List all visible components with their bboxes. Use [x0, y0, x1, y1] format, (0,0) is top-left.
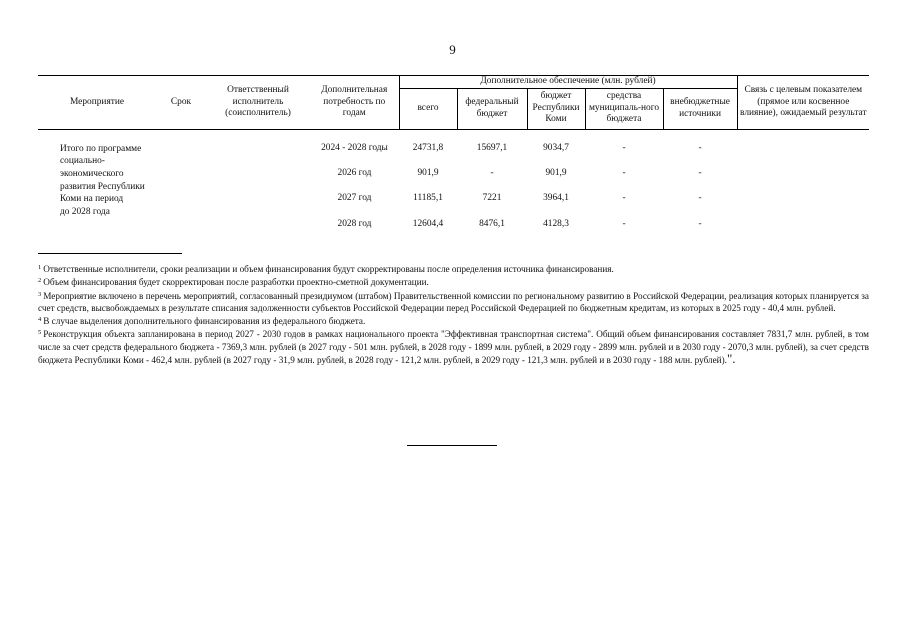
header-executor: Ответственный исполнитель (соисполнитель) — [206, 76, 310, 130]
offbudget-cell: - — [698, 167, 702, 178]
footnote-number: 3 — [38, 290, 42, 298]
footnote-text: Объем финансирования будет скорректирован после разработки проектно-сметной документации. — [43, 277, 429, 288]
offbudget-cell: - — [698, 193, 702, 203]
header-term: Срок — [156, 76, 206, 130]
municipal-cell: - — [622, 218, 626, 229]
footnote-number: 1 — [38, 264, 42, 271]
financing-table — [38, 75, 869, 244]
header-link: Связь с целевым показателем (прямое или косвенное влияние), ожидаемый результат — [737, 76, 869, 130]
end-separator — [407, 445, 497, 446]
header-total: всего — [399, 88, 457, 129]
period-cell: 2028 год — [337, 218, 372, 229]
municipal-cell: - — [622, 142, 626, 153]
executor-cell — [206, 129, 310, 244]
measure-line: Итого по программе — [60, 143, 142, 154]
republic-cell: 901,9 — [545, 167, 567, 178]
period-cell: 2024 - 2028 годы — [321, 142, 388, 153]
offbudget-cell: - — [698, 218, 702, 229]
footnotes — [38, 262, 869, 366]
header-additional-funding: Дополнительное обеспечение (млн. рублей) — [399, 76, 737, 89]
measure-line: Коми на период — [60, 194, 124, 205]
header-republic: бюджет Республики Коми — [527, 88, 585, 129]
closing-quote-mark: ". — [726, 351, 736, 367]
footnote — [38, 275, 869, 288]
offbudget-cell: - — [698, 142, 702, 153]
total-cell: 12604,4 — [412, 218, 444, 229]
footnote — [38, 314, 869, 327]
term-cell — [156, 129, 206, 244]
total-cell: 11185,1 — [413, 193, 443, 203]
page-number: 9 — [449, 42, 456, 57]
measure-line: до 2028 года — [60, 207, 110, 218]
header-need: Дополнительная потребность по годам — [310, 76, 399, 130]
footnote-text: Мероприятие включено в перечень мероприятий, согласованный президиумом (штабом) Правительственной комиссии по региональному развитию в Российской Федерации, реализация которых планируется за счет средств, высвобождаемых в результате списания задолженности субъектов Российской Федерации перед Российской Федерацией по бюджетным кредитам, из которых в 2025 году - 40,4 млн. рублей. — [38, 290, 869, 313]
footnote — [38, 289, 869, 315]
footnote-number: 4 — [38, 316, 42, 324]
measure-line: экономического — [60, 168, 124, 179]
table-row — [38, 129, 869, 168]
header-measure: Мероприятие — [38, 76, 156, 130]
period-cell: 2027 год — [337, 193, 372, 203]
measure-line: социально- — [60, 156, 105, 167]
total-cell: 24731,8 — [412, 142, 444, 153]
header-offbudget: внебюджетные источники — [663, 88, 737, 129]
republic-cell: 3964,1 — [543, 193, 569, 203]
federal-cell: 7221 — [482, 193, 502, 203]
footnote-number: 5 — [38, 329, 42, 337]
period-cell: 2026 год — [337, 167, 372, 178]
total-cell: 901,9 — [417, 167, 439, 178]
federal-cell: - — [490, 167, 494, 178]
republic-cell: 4128,3 — [543, 218, 569, 229]
footnote — [38, 327, 869, 366]
federal-cell: 8476,1 — [479, 218, 505, 229]
footnote-text: Ответственные исполнители, сроки реализации и объем финансирования будут скорректированы после определения источника финансирования. — [43, 264, 614, 274]
footnote-text: Реконструкция объекта запланирована в период 2027 - 2030 годов в рамках национального проекта "Эффективная транспортная система". Общий объем финансирования составляет 7831,7 млн. рублей, в том числе за счет средств федерального бюджета - 7369,3 млн. рублей (в 2027 году - 501 млн. рублей, в 2028 году - 1899 млн. рублей, в 2029 году - 2899 млн. рублей и в 2030 году - 2070,3 млн. рублей), за счет средств бюджета Республики Коми - 462,4 млн. рублей (в 2027 году - 31,9 млн. рублей, в 2028 году - 121,2 млн. рублей, в 2029 году - 121,3 млн. рублей и в 2030 году - 188 млн. рублей). — [38, 329, 869, 366]
footnote-text: В случае выделения дополнительного финансирования из федерального бюджета. — [43, 316, 366, 327]
footnote-number: 2 — [38, 277, 42, 285]
link-cell — [737, 129, 869, 244]
header-federal: федеральный бюджет — [457, 88, 527, 129]
header-municipal: средства муниципаль-ного бюджета — [585, 88, 663, 129]
footnote — [38, 262, 869, 275]
federal-cell: 15697,1 — [476, 142, 508, 153]
municipal-cell: - — [622, 167, 626, 178]
republic-cell: 9034,7 — [543, 142, 569, 153]
measure-cell — [38, 129, 156, 244]
municipal-cell: - — [622, 193, 626, 203]
measure-line: развития Республики — [60, 181, 145, 192]
footnote-separator — [38, 253, 182, 254]
